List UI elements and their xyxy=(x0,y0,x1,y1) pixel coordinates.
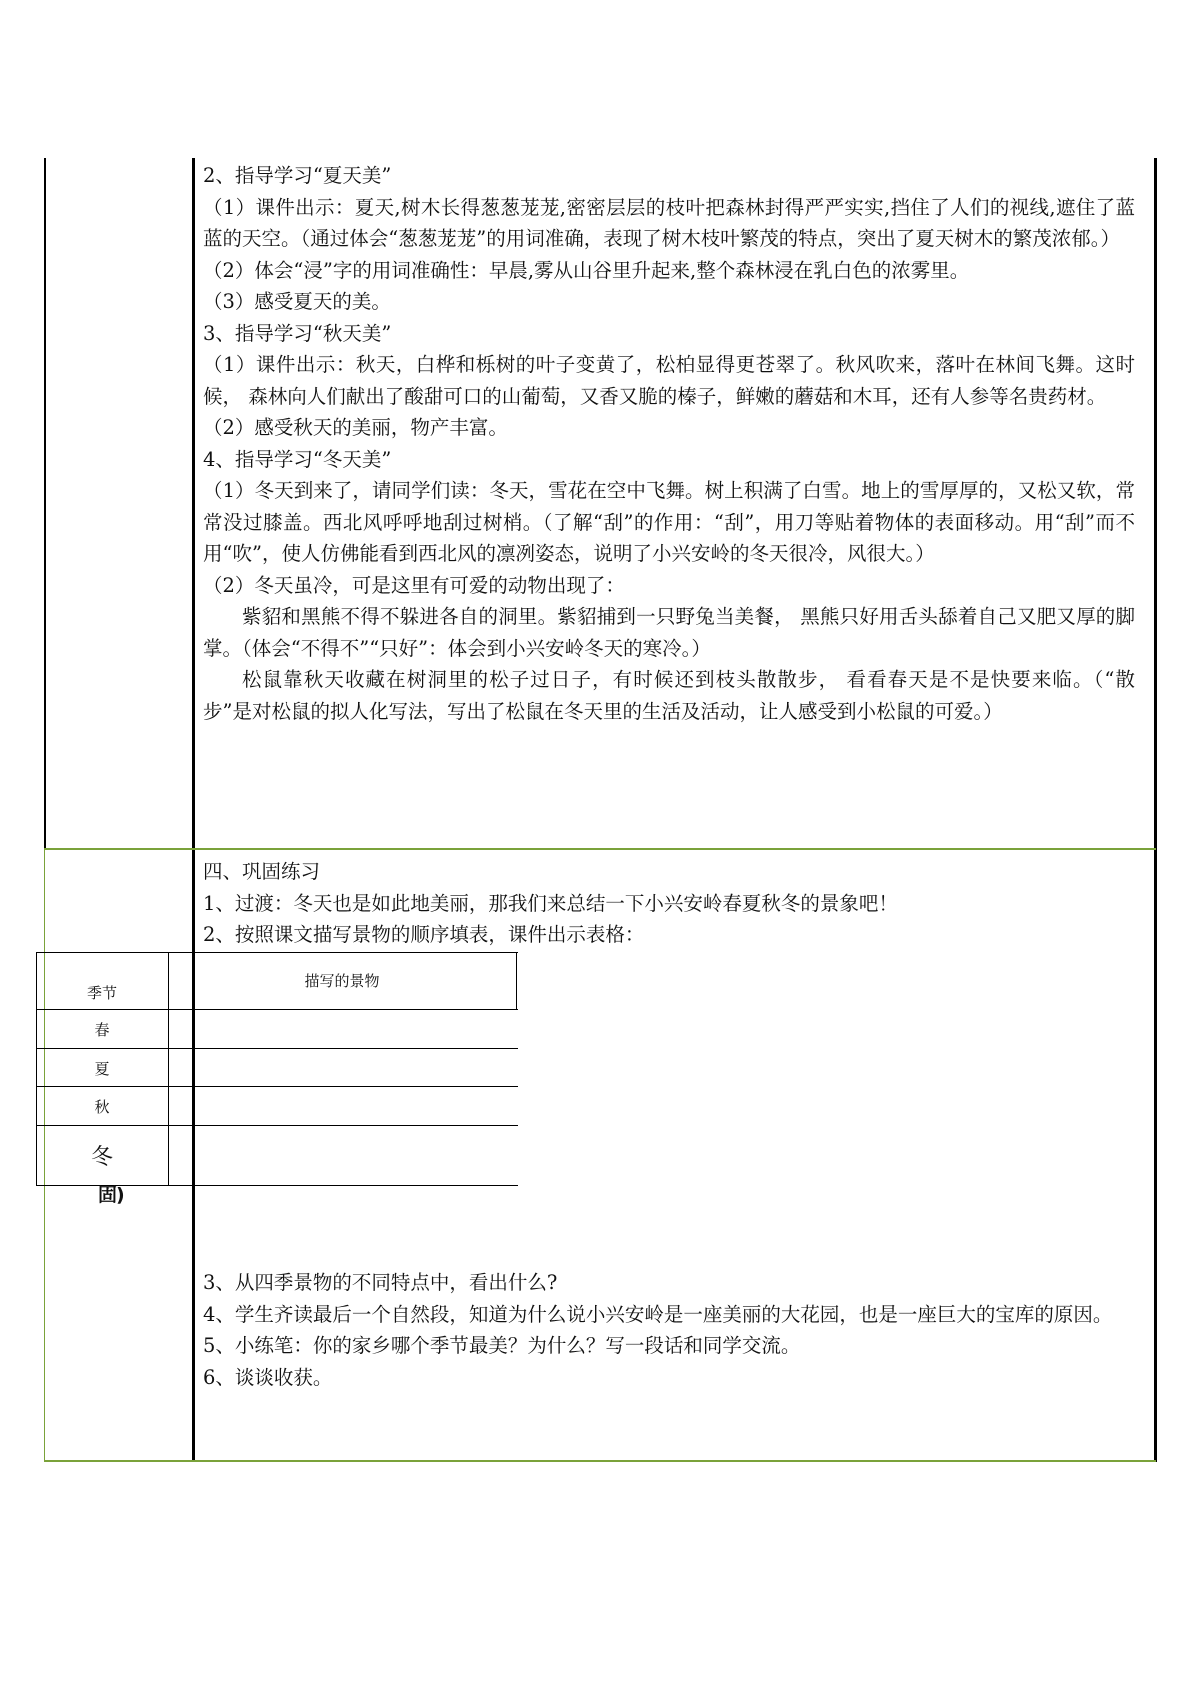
heading-winter: 4、指导学习“冬天美” xyxy=(203,447,392,471)
season-row-summer: 夏 xyxy=(94,1060,110,1078)
season-table-row-line-1 xyxy=(36,1009,518,1010)
heading-summer: 2、指导学习“夏天美” xyxy=(203,164,392,187)
season-table-row-line-3 xyxy=(36,1086,518,1087)
practice-item-1: 1、过渡：冬天也是如此地美丽，那我们来总结一下小兴安岭春夏秋冬的景象吧！ xyxy=(203,891,898,915)
season-table-row-line-4 xyxy=(36,1125,518,1126)
reflection-section xyxy=(203,1267,1135,1393)
paragraph-autumn-2: （2）感受秋天的美丽，物产丰富。 xyxy=(203,416,508,439)
practice-section xyxy=(203,856,1135,951)
practice-item-6: 6、谈谈收获。 xyxy=(203,1365,333,1389)
scenery-header: 描写的景物 xyxy=(304,972,380,990)
paragraph-winter-3: 紫貂和黑熊不得不躲进各自的洞里。紫貂捕到一只野兔当美餐， 黑熊只好用舌头舔着自己又肥又厚的脚掌。（体会“不得不”“只好”：体会到小兴安岭冬天的寒冷。） xyxy=(203,605,1135,660)
table-bottom-border xyxy=(44,1460,1156,1462)
table-column-divider xyxy=(192,158,195,1462)
heading-practice: 四、巩固练习 xyxy=(203,860,321,883)
paragraph-autumn-1: （1）课件出示：秋天，白桦和栎树的叶子变黄了，松柏显得更苍翠了。秋风吹来，落叶在林间飞舞。这时候， 森林向人们献出了酸甜可口的山葡萄，又香又脆的榛子，鲜嫩的蘑菇和木耳，还有人参等名贵药材。 xyxy=(203,353,1135,408)
paragraph-winter-4: 松鼠靠秋天收藏在树洞里的松子过日子，有时候还到枝头散散步， 看看春天是不是快要来临。（“散步”是对松鼠的拟人化写法，写出了松鼠在冬天里的生活及活动，让人感受到小松鼠的可爱。） xyxy=(203,668,1135,723)
heading-autumn: 3、指导学习“秋天美” xyxy=(203,321,392,345)
season-row-spring: 春 xyxy=(94,1021,110,1039)
season-table-top-border xyxy=(36,952,518,953)
season-table-row-line-2 xyxy=(36,1048,518,1049)
teaching-content-section xyxy=(203,160,1135,727)
paragraph-summer-3: （3）感受夏天的美。 xyxy=(203,290,391,313)
table-right-border xyxy=(1154,158,1157,1462)
table-left-border-top xyxy=(44,158,46,848)
obscured-text-fragment: 固) xyxy=(98,1184,124,1206)
season-row-winter: 冬 xyxy=(90,1145,113,1170)
practice-item-3: 3、从四季景物的不同特点中，看出什么? xyxy=(203,1271,558,1294)
season-header: 季节 xyxy=(86,984,117,1002)
paragraph-summer-2: （2）体会“浸”字的用词准确性：早晨,雾从山谷里升起来,整个森林浸在乳白色的浓雾里。 xyxy=(203,258,970,282)
season-scenery-table xyxy=(36,952,518,1186)
season-table-right-border-header xyxy=(516,952,517,1010)
table-row-divider xyxy=(44,848,1156,850)
paragraph-winter-2: （2）冬天虽冷，可是这里有可爱的动物出现了： xyxy=(203,573,625,597)
practice-item-2: 2、按照课文描写景物的顺序填表，课件出示表格： xyxy=(203,923,645,946)
paragraph-summer-1: （1）课件出示：夏天,树木长得葱葱茏茏,密密层层的枝叶把森林封得严严实实,挡住了人们的视线,遮住了蓝蓝的天空。（通过体会“葱葱茏茏”的用词准确，表现了树木枝叶繁茂的特点，突出了夏天树木的繁茂浓郁。） xyxy=(203,195,1135,250)
practice-item-5: 5、小练笔：你的家乡哪个季节最美？为什么？写一段话和同学交流。 xyxy=(203,1334,801,1357)
practice-item-4: 4、学生齐读最后一个自然段，知道为什么说小兴安岭是一座美丽的大花园，也是一座巨大的宝库的原因。 xyxy=(203,1302,1113,1326)
season-row-autumn: 秋 xyxy=(94,1098,110,1116)
paragraph-winter-1: （1）冬天到来了，请同学们读：冬天，雪花在空中飞舞。树上积满了白雪。地上的雪厚厚的，又松又软，常常没过膝盖。西北风呼呼地刮过树梢。（了解“刮”的作用：“刮”，用刀等贴着物体的表面移动。用“刮”而不用“吹”，使人仿佛能看到西北风的凛冽姿态，说明了小兴安岭的冬天很冷，风很大。） xyxy=(203,479,1135,565)
